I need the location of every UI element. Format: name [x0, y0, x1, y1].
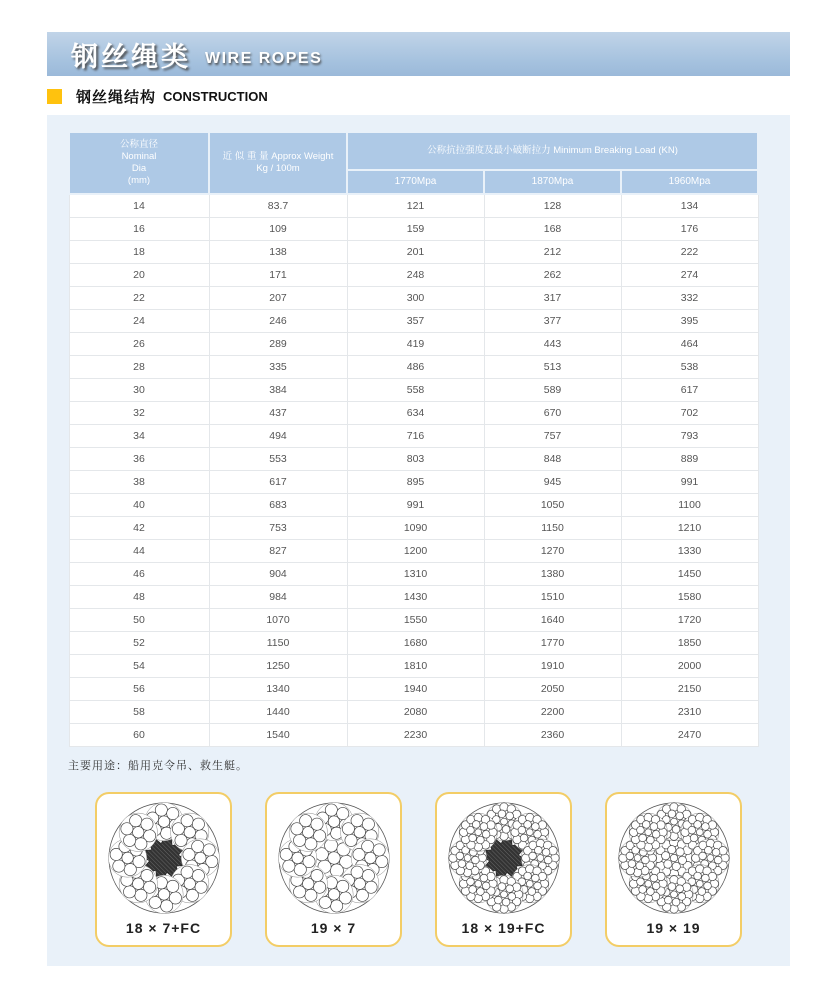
load-1870-cell: 2050: [484, 677, 621, 700]
dia-cell: 58: [69, 700, 209, 723]
col-header-grade-1870: 1870Mpa: [484, 170, 621, 194]
load-1770-cell: 634: [347, 401, 484, 424]
dia-cell: 52: [69, 631, 209, 654]
load-1770-cell: 558: [347, 378, 484, 401]
weight-cell: 83.7: [209, 194, 347, 217]
table-row: [69, 309, 758, 332]
load-1870-cell: 1380: [484, 562, 621, 585]
construction-label: 19 × 7: [310, 920, 357, 936]
load-1770-cell: 121: [347, 194, 484, 217]
load-1960-cell: 1580: [621, 585, 758, 608]
load-1960-cell: 464: [621, 332, 758, 355]
load-1960-cell: 395: [621, 309, 758, 332]
weight-cell: 827: [209, 539, 347, 562]
load-1870-cell: 1910: [484, 654, 621, 677]
load-1770-cell: 357: [347, 309, 484, 332]
table-row: [69, 470, 758, 493]
load-1870-cell: 945: [484, 470, 621, 493]
dia-cell: 50: [69, 608, 209, 631]
load-1960-cell: 1210: [621, 516, 758, 539]
load-1960-cell: 2150: [621, 677, 758, 700]
col-header-grade-1960: 1960Mpa: [621, 170, 758, 194]
load-1870-cell: 168: [484, 217, 621, 240]
dia-cell: 20: [69, 263, 209, 286]
load-1870-cell: 2200: [484, 700, 621, 723]
construction-cards-row: [47, 792, 790, 947]
dia-cell: 28: [69, 355, 209, 378]
load-1770-cell: 1810: [347, 654, 484, 677]
weight-cell: 1250: [209, 654, 347, 677]
load-1770-cell: 803: [347, 447, 484, 470]
weight-cell: 109: [209, 217, 347, 240]
dia-cell: 48: [69, 585, 209, 608]
table-row: [69, 631, 758, 654]
load-1870-cell: 262: [484, 263, 621, 286]
table-row: [69, 286, 758, 309]
load-1870-cell: 1640: [484, 608, 621, 631]
load-1870-cell: 757: [484, 424, 621, 447]
wire-rope-spec-table: [68, 131, 759, 747]
col-header-breaking-load: 公称抗拉强度及最小破断拉力 Minimum Breaking Load (KN): [347, 132, 758, 170]
table-row: [69, 516, 758, 539]
load-1870-cell: 1770: [484, 631, 621, 654]
weight-cell: 904: [209, 562, 347, 585]
dia-cell: 34: [69, 424, 209, 447]
construction-label: 18 × 7+FC: [125, 920, 202, 936]
load-1770-cell: 1940: [347, 677, 484, 700]
weight-cell: 753: [209, 516, 347, 539]
table-row: [69, 654, 758, 677]
load-1960-cell: 176: [621, 217, 758, 240]
table-row: [69, 723, 758, 746]
table-row: [69, 424, 758, 447]
dia-cell: 22: [69, 286, 209, 309]
load-1770-cell: 1550: [347, 608, 484, 631]
load-1770-cell: 991: [347, 493, 484, 516]
load-1960-cell: 702: [621, 401, 758, 424]
banner-title-zh: 钢丝绳类: [71, 41, 191, 72]
page-banner: [47, 32, 790, 76]
table-row: [69, 493, 758, 516]
yellow-bullet-icon: [47, 89, 62, 104]
table-row: [69, 677, 758, 700]
weight-cell: 207: [209, 286, 347, 309]
dia-cell: 56: [69, 677, 209, 700]
load-1770-cell: 201: [347, 240, 484, 263]
rope-cross-section-diagram: [275, 799, 393, 917]
table-row: [69, 562, 758, 585]
dia-cell: 54: [69, 654, 209, 677]
load-1870-cell: 1510: [484, 585, 621, 608]
load-1960-cell: 991: [621, 470, 758, 493]
load-1770-cell: 716: [347, 424, 484, 447]
rope-cross-section-diagram: [615, 799, 733, 917]
load-1960-cell: 538: [621, 355, 758, 378]
table-row: [69, 585, 758, 608]
load-1870-cell: 1150: [484, 516, 621, 539]
weight-cell: 138: [209, 240, 347, 263]
weight-cell: 1540: [209, 723, 347, 746]
load-1960-cell: 1720: [621, 608, 758, 631]
load-1960-cell: 1330: [621, 539, 758, 562]
load-1870-cell: 2360: [484, 723, 621, 746]
table-row: [69, 263, 758, 286]
banner-title-en: WIRE ROPES: [205, 50, 323, 67]
load-1770-cell: 2230: [347, 723, 484, 746]
table-row: [69, 608, 758, 631]
weight-cell: 1440: [209, 700, 347, 723]
weight-cell: 984: [209, 585, 347, 608]
load-1960-cell: 274: [621, 263, 758, 286]
load-1770-cell: 1310: [347, 562, 484, 585]
load-1960-cell: 1850: [621, 631, 758, 654]
table-row: [69, 700, 758, 723]
load-1960-cell: 1450: [621, 562, 758, 585]
load-1960-cell: 2470: [621, 723, 758, 746]
weight-cell: 384: [209, 378, 347, 401]
weight-cell: 289: [209, 332, 347, 355]
weight-cell: 1070: [209, 608, 347, 631]
load-1960-cell: 1100: [621, 493, 758, 516]
dia-cell: 16: [69, 217, 209, 240]
col-header-approx-weight: 近 似 重 量 Approx Weight Kg / 100m: [209, 132, 347, 194]
load-1770-cell: 248: [347, 263, 484, 286]
load-1960-cell: 889: [621, 447, 758, 470]
table-row: [69, 332, 758, 355]
load-1870-cell: 317: [484, 286, 621, 309]
weight-cell: 1340: [209, 677, 347, 700]
table-row: [69, 194, 758, 217]
dia-cell: 32: [69, 401, 209, 424]
construction-label: 19 × 19: [646, 920, 701, 936]
content-panel: [47, 115, 790, 966]
dia-cell: 30: [69, 378, 209, 401]
load-1960-cell: 2000: [621, 654, 758, 677]
weight-cell: 246: [209, 309, 347, 332]
table-row: [69, 378, 758, 401]
weight-cell: 617: [209, 470, 347, 493]
table-row: [69, 401, 758, 424]
dia-cell: 42: [69, 516, 209, 539]
weight-cell: 494: [209, 424, 347, 447]
weight-cell: 1150: [209, 631, 347, 654]
col-header-grade-1770: 1770Mpa: [347, 170, 484, 194]
dia-cell: 44: [69, 539, 209, 562]
section-title-zh: 钢丝绳结构: [76, 89, 157, 106]
load-1960-cell: 332: [621, 286, 758, 309]
weight-cell: 553: [209, 447, 347, 470]
load-1770-cell: 486: [347, 355, 484, 378]
load-1770-cell: 419: [347, 332, 484, 355]
section-heading: [47, 86, 268, 107]
dia-cell: 26: [69, 332, 209, 355]
load-1870-cell: 377: [484, 309, 621, 332]
load-1770-cell: 1430: [347, 585, 484, 608]
dia-cell: 24: [69, 309, 209, 332]
load-1960-cell: 222: [621, 240, 758, 263]
load-1870-cell: 589: [484, 378, 621, 401]
dia-cell: 40: [69, 493, 209, 516]
weight-cell: 171: [209, 263, 347, 286]
construction-card: [265, 792, 402, 947]
load-1870-cell: 128: [484, 194, 621, 217]
dia-cell: 36: [69, 447, 209, 470]
dia-cell: 46: [69, 562, 209, 585]
load-1870-cell: 670: [484, 401, 621, 424]
rope-cross-section-diagram: [445, 799, 563, 917]
load-1960-cell: 134: [621, 194, 758, 217]
dia-cell: 18: [69, 240, 209, 263]
load-1870-cell: 513: [484, 355, 621, 378]
section-title-en: CONSTRUCTION: [163, 89, 268, 104]
load-1870-cell: 443: [484, 332, 621, 355]
weight-cell: 437: [209, 401, 347, 424]
load-1770-cell: 1680: [347, 631, 484, 654]
load-1960-cell: 617: [621, 378, 758, 401]
rope-cross-section-diagram: [105, 799, 223, 917]
load-1770-cell: 1090: [347, 516, 484, 539]
load-1770-cell: 1200: [347, 539, 484, 562]
load-1770-cell: 159: [347, 217, 484, 240]
weight-cell: 683: [209, 493, 347, 516]
table-row: [69, 539, 758, 562]
col-header-nominal-dia: 公称直径 Nominal Dia (mm): [69, 132, 209, 194]
construction-card: [605, 792, 742, 947]
construction-label: 18 × 19+FC: [461, 920, 546, 936]
load-1770-cell: 2080: [347, 700, 484, 723]
dia-cell: 38: [69, 470, 209, 493]
load-1870-cell: 1270: [484, 539, 621, 562]
table-row: [69, 217, 758, 240]
load-1870-cell: 1050: [484, 493, 621, 516]
dia-cell: 14: [69, 194, 209, 217]
table-row: [69, 355, 758, 378]
load-1770-cell: 300: [347, 286, 484, 309]
usage-footnote: 主要用途：船用克令吊、救生艇。: [68, 760, 248, 772]
load-1770-cell: 895: [347, 470, 484, 493]
construction-card: [95, 792, 232, 947]
weight-cell: 335: [209, 355, 347, 378]
table-row: [69, 240, 758, 263]
load-1960-cell: 2310: [621, 700, 758, 723]
load-1870-cell: 212: [484, 240, 621, 263]
load-1960-cell: 793: [621, 424, 758, 447]
construction-card: [435, 792, 572, 947]
load-1870-cell: 848: [484, 447, 621, 470]
table-row: [69, 447, 758, 470]
dia-cell: 60: [69, 723, 209, 746]
